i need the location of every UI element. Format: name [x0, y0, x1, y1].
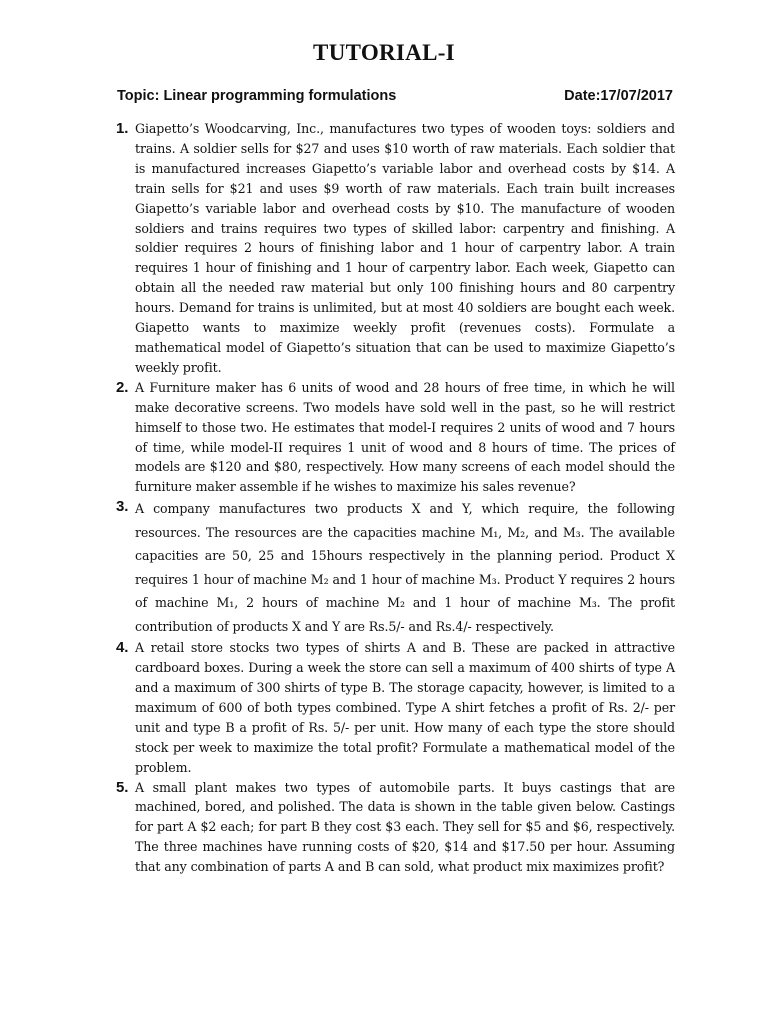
question-text: Giapetto’s Woodcarving, Inc., manufactures two types of wooden toys: soldiers and trains. A soldier sells for $27 and uses $10 worth of raw materials. Each soldier that is manufactured increases Giapetto’s variable labor and overhead costs by $14. A train sells for $21 and uses $9 worth of raw materials. Each train built increases Giapetto’s variable labor and overhead costs by $10. The manufacture of wooden soldiers and trains requires two types of skilled labor: carpentry and finishing. A soldier requires 2 hours of finishing labor and 1 hour of carpentry labor. A train requires 1 hour of finishing and 1 hour of carpentry labor. Each week, Giapetto can obtain all the needed raw material but only 100 finishing hours and 80 carpentry hours. Demand for trains is unlimited, but at most 40 soldiers are bought each week. Giapetto wants to maximize weekly profit (revenues costs). Formulate a mathematical model of Giapetto’s situation that can be used to maximize Giapetto’s weekly profit.: [135, 121, 675, 375]
question-number: 2.: [116, 378, 129, 396]
question-item: [116, 378, 675, 497]
question-text: A small plant makes two types of automobile parts. It buys castings that are machined, bored, and polished. The data is shown in the table given below. Castings for part A $2 each; for part B they cost $3 each. They sell for $5 and $6, respectively. The three machines have running costs of $20, $14 and $17.50 per hour. Assuming that any combination of parts A and B can sold, what product mix maximizes profit?: [135, 779, 675, 875]
question-number: 1.: [116, 120, 129, 137]
question-text: A Furniture maker has 6 units of wood and 28 hours of free time, in which he will make decorative screens. Two models have sold well in the past, so he will restrict himself to those two. He estimates that model-I requires 2 units of wood and 7 hours of time, while model-II requires 1 unit of wood and 8 hours of time. The prices of models are $120 and $80, respectively. How many screens of each model should the furniture maker assemble if he wishes to maximize his sales revenue?: [135, 379, 675, 495]
question-item: [116, 638, 675, 777]
question-number: 4.: [116, 639, 129, 657]
question-number: 3.: [116, 498, 129, 516]
document-title: TUTORIAL-I: [313, 40, 455, 65]
question-item: [116, 119, 675, 378]
date-label: Date:17/07/2017: [564, 88, 673, 104]
question-item: [116, 497, 675, 638]
question-text: A company manufactures two products X and Y, which require, the following resources. The resources are the capacities machine M₁, M₂, and M₃. The available capacities are 50, 25 and 15hours respectively in the planning period. Product X requires 1 hour of machine M₂ and 1 hour of machine M₃. Product Y requires 2 hours of machine M₁, 2 hours of machine M₂ and 1 hour of machine M₃. The profit contribution of products X and Y are Rs.5/- and Rs.4/- respectively.: [135, 501, 675, 634]
question-text: A retail store stocks two types of shirts A and B. These are packed in attractive cardboard boxes. During a week the store can sell a maximum of 400 shirts of type A and a maximum of 300 shirts of type B. The storage capacity, however, is limited to a maximum of 600 of both types combined. Type A shirt fetches a profit of Rs. 2/- per unit and type B a profit of Rs. 5/- per unit. How many of each type the store should stock per week to maximize the total profit? Formulate a mathematical model of the problem.: [135, 640, 675, 775]
question-list: [116, 119, 675, 877]
document-header-row: [117, 88, 673, 108]
question-number: 5.: [116, 778, 129, 796]
topic-label: Topic: Linear programming formulations: [117, 88, 397, 104]
question-item: [116, 778, 675, 878]
